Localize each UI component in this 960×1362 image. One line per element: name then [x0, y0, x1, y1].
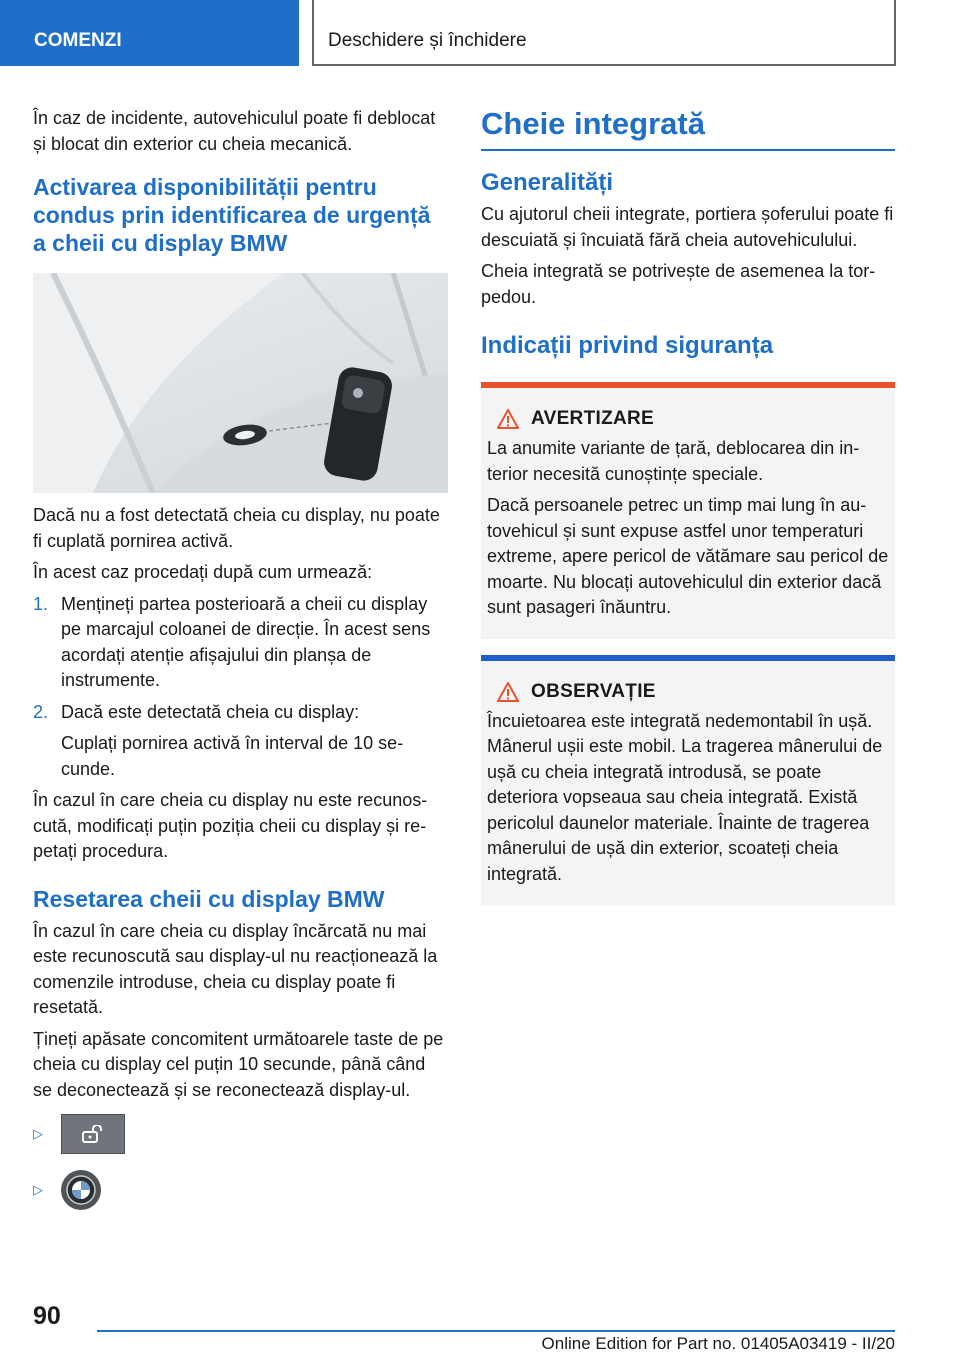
bullet-triangle-icon: ▷	[33, 1182, 43, 1197]
warning-paragraph-2: Dacă persoanele petrec un timp mai lung în autovehicul și sunt expuse astfel unor temperaturi extreme, apere pericol de vătămare sau pericol de moarte. Nu blocați autovehiculul din exterior dacă sunt pasageri înăuntru.	[487, 495, 889, 617]
paragraph-retry: În cazul în care cheia cu display nu este recunoscută, modificați puțin poziția cheii cu display și repetați procedura.	[33, 790, 428, 861]
paragraph-proceed: În acest caz procedați după cum urmează:	[33, 562, 373, 582]
warning-box	[481, 382, 895, 639]
heading-general: Generalități	[481, 169, 614, 196]
step-item	[33, 700, 448, 783]
paragraph-not-detected: Dacă nu a fost detectată cheia cu display, nu poate fi cuplată pornirea activă.	[33, 505, 440, 551]
paragraph-general-1: Cu ajutorul cheii integrate, portiera șoferului poate fi descuiată și încuiată fără cheia autovehiculului.	[481, 204, 894, 250]
intro-paragraph: În caz de incidente, autovehiculul poate fi deblocat și blocat din exterior cu cheia mecanică.	[33, 108, 436, 154]
page-number: 90	[33, 1302, 61, 1330]
left-column	[33, 106, 448, 1211]
right-column	[481, 106, 895, 921]
footer-divider	[97, 1330, 895, 1332]
paragraph-general-2: Cheia integrată se potrivește de asemenea la torpedou.	[481, 261, 876, 307]
warning-triangle-icon	[497, 409, 519, 429]
heading-safety: Indicații privind siguranța	[481, 332, 774, 359]
footer-edition: Online Edition for Part no. 01405A03419 - II/20	[541, 1334, 895, 1353]
steps-list	[33, 592, 448, 783]
steering-column-illustration	[33, 273, 448, 493]
caution-triangle-icon	[497, 682, 519, 702]
step-number: 1.	[33, 593, 49, 614]
section-tab: COMENZI	[0, 0, 299, 66]
step-text: Mențineți partea posterioară a cheii cu display pe marcajul coloanei de direcție. În acest sens acordați atenție afișajului din planșa de instrumente.	[61, 593, 431, 690]
steering-column-key-photo	[33, 273, 448, 493]
step-text: Dacă este detectată cheia cu display:	[61, 701, 360, 722]
heading-integrated-key: Cheie integrată	[481, 106, 895, 151]
note-box	[481, 655, 895, 906]
note-title-row	[487, 681, 889, 703]
step-item	[33, 592, 448, 694]
key-button-bmw-row	[33, 1169, 448, 1211]
step-subtext: Cuplați pornirea activă în interval de 10 secunde.	[61, 733, 404, 779]
chapter-title: Deschidere și închidere	[312, 0, 896, 66]
bmw-logo-icon	[61, 1170, 101, 1210]
heading-emergency-detection: Activarea disponibilității pentru condus prin identificarea de urgență a cheii cu display BMW	[33, 174, 431, 256]
bullet-triangle-icon: ▷	[33, 1126, 43, 1141]
note-paragraph: Încuietoarea este integrată nedemontabil în ușă. Mânerul ușii este mobil. La tragerea mânerului de ușă cu cheia integrată introdusă, se poate deteriora vopseaua sau cheia integrată. Există pericolul daunelor materiale. Înainte de tragerea mânerului de ușă din exterior, scoateți cheia integrată.	[487, 710, 883, 884]
warning-title: AVERTIZARE	[531, 408, 654, 429]
heading-reset-key: Resetarea cheii cu display BMW	[33, 885, 385, 912]
note-title: OBSERVAȚIE	[531, 680, 656, 702]
key-button-unlock-row	[33, 1113, 448, 1155]
warning-paragraph-1: La anumite variante de țară, deblocarea din interior necesită cunoștințe speciale.	[487, 438, 860, 484]
page-header	[0, 0, 960, 66]
paragraph-reset-intro: În cazul în care cheia cu display încărcată nu mai este recunoscută sau display-ul nu reacționează la comenzile introduse, cheia cu display poate fi resetată.	[33, 920, 438, 1017]
unlock-key-icon	[61, 1114, 125, 1154]
step-number: 2.	[33, 701, 49, 722]
warning-title-row	[487, 408, 889, 430]
paragraph-reset-hold: Țineți apăsate concomitent următoarele taste de pe cheia cu display cel puțin 10 secunde, până când se deconectează și se reconectează display-ul.	[33, 1028, 444, 1100]
